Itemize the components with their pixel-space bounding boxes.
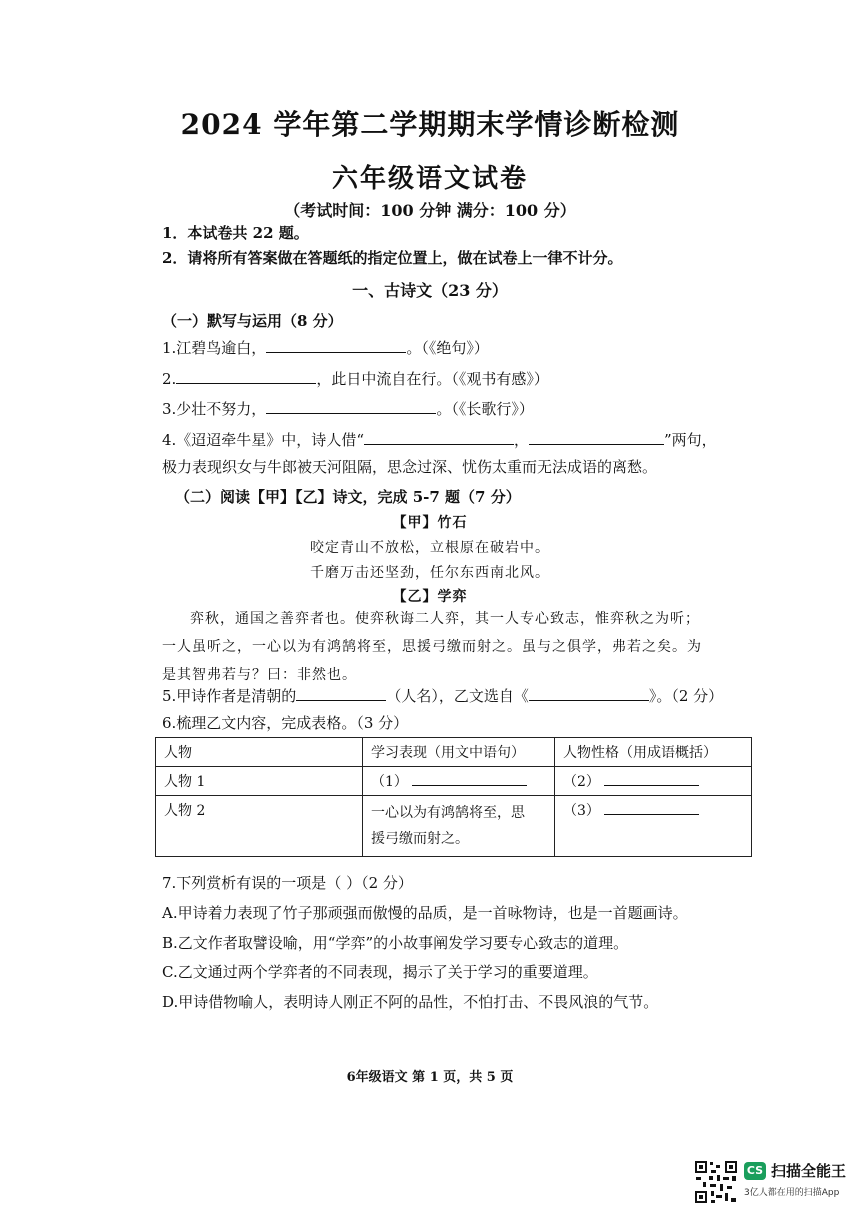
passage-b-line-1: 弈秋，通国之善弈者也。使弈秋诲二人弈，其一人专心致志，惟弈秋之为听； <box>190 611 700 627</box>
poem-b-title: 【乙】学弈 <box>392 589 468 605</box>
question-2 <box>162 368 549 390</box>
question-4 <box>162 429 717 451</box>
q4-comma: ， <box>513 431 529 449</box>
poem-a-title: 【甲】竹石 <box>392 515 468 531</box>
page-footer: 6年级语文 第 1 页，共 5 页 <box>346 1070 514 1085</box>
q4-tail: ”两句， <box>664 431 717 449</box>
table-blank-3[interactable] <box>604 800 699 815</box>
question-6: 6.梳理乙文内容，完成表格。（3 分） <box>162 714 409 732</box>
exam-subtitle: 六年级语文试卷 <box>331 164 528 194</box>
q5-blank-2[interactable] <box>529 686 649 701</box>
exam-title: 2024 学年第二学期期末学情诊断检测 <box>180 108 680 141</box>
q1-blank[interactable] <box>266 338 406 353</box>
q2-num: 2. <box>162 370 177 388</box>
part2-title: （二）阅读【甲】【乙】诗文，完成 5-7 题（7 分） <box>175 488 521 506</box>
table-blank-1[interactable] <box>412 771 527 786</box>
q5-text: 5.甲诗作者是清朝的 <box>162 687 297 705</box>
table-cell[interactable] <box>555 796 752 857</box>
q4-blank-2[interactable] <box>529 430 664 445</box>
q4-blank-1[interactable] <box>364 430 514 445</box>
blank-label-3: （3） <box>563 803 600 819</box>
question-7: 7.下列赏析有误的一项是（ ）（2 分） <box>162 874 413 892</box>
q2-text: ，此日中流自在行。（《观书有感》） <box>316 370 549 388</box>
blank-label-2: （2） <box>563 774 600 790</box>
row2-line-1: 一心以为有鸿鹄将至，思 <box>371 805 525 821</box>
table-cell: 人物 2 <box>156 796 363 857</box>
q1-text: 1.江碧鸟逾白， <box>162 339 267 357</box>
table-cell: 人物 1 <box>156 767 363 796</box>
table-cell[interactable] <box>363 767 555 796</box>
q5-mid: （人名），乙文选自《 <box>386 687 529 705</box>
table-row <box>156 767 752 796</box>
table-header: 人物性格（用成语概括） <box>555 738 752 767</box>
camscanner-name: 扫描全能王 <box>771 1162 847 1180</box>
question-1 <box>162 337 489 359</box>
instruction-2: 2．请将所有答案做在答题纸的指定位置上，做在试卷上一律不计分。 <box>162 249 623 267</box>
poem-a-line-1: 咬定青山不放松，立根原在破岩中。 <box>310 540 550 556</box>
q3-blank[interactable] <box>266 399 436 414</box>
camscanner-logo-icon: CS <box>744 1162 766 1180</box>
section-title: 一、古诗文（23 分） <box>352 281 508 300</box>
table-row <box>156 796 752 857</box>
option-a: A.甲诗着力表现了竹子那顽强而傲慢的品质，是一首咏物诗，也是一首题画诗。 <box>162 904 688 922</box>
poem-a-line-2: 千磨万击还坚劲，任尔东西南北风。 <box>310 565 550 581</box>
question-3 <box>162 398 534 420</box>
part1-title: （一）默写与运用（8 分） <box>162 312 343 330</box>
passage-b-line-3: 是其智弗若与？曰：非然也。 <box>162 667 357 683</box>
question-5 <box>162 685 723 707</box>
row2-line-2: 援弓缴而射之。 <box>371 831 469 847</box>
answer-table <box>155 737 752 857</box>
blank-label-1: （1） <box>371 774 408 790</box>
camscanner-slogan: 3亿人都在用的扫描App <box>744 1188 840 1198</box>
question-4-line2: 极力表现织女与牛郎被天河阻隔，思念过深、忧伤太重而无法成语的离愁。 <box>162 458 658 476</box>
q3-source: 。（《长歌行》） <box>436 400 534 418</box>
option-b: B.乙文作者取譬设喻，用“学弈”的小故事阐发学习要专心致志的道理。 <box>162 934 629 952</box>
q2-blank[interactable] <box>176 369 316 384</box>
option-c: C.乙文通过两个学弈者的不同表现，揭示了关于学习的重要道理。 <box>162 963 598 981</box>
passage-b-line-2: 一人虽听之，一心以为有鸿鹄将至，思援弓缴而射之。虽与之俱学，弗若之矣。为 <box>162 639 702 655</box>
instruction-1: 1．本试卷共 22 题。 <box>162 224 309 242</box>
q4-text: 4.《迢迢牵牛星》中，诗人借“ <box>162 431 364 449</box>
table-cell <box>363 796 555 857</box>
table-header: 学习表现（用文中语句） <box>363 738 555 767</box>
option-d: D.甲诗借物喻人，表明诗人刚正不阿的品性，不怕打击、不畏风浪的气节。 <box>162 993 659 1011</box>
table-header-row <box>156 738 752 767</box>
q3-text: 3.少壮不努力， <box>162 400 267 418</box>
table-header: 人物 <box>156 738 363 767</box>
q1-source: 。（《绝句》） <box>406 339 489 357</box>
table-blank-2[interactable] <box>604 771 699 786</box>
q5-tail: 》。（2 分） <box>648 687 724 705</box>
table-cell[interactable] <box>555 767 752 796</box>
q5-blank-1[interactable] <box>296 686 386 701</box>
exam-info: （考试时间：100 分钟 满分：100 分） <box>284 201 576 220</box>
qr-code-icon <box>694 1160 738 1204</box>
